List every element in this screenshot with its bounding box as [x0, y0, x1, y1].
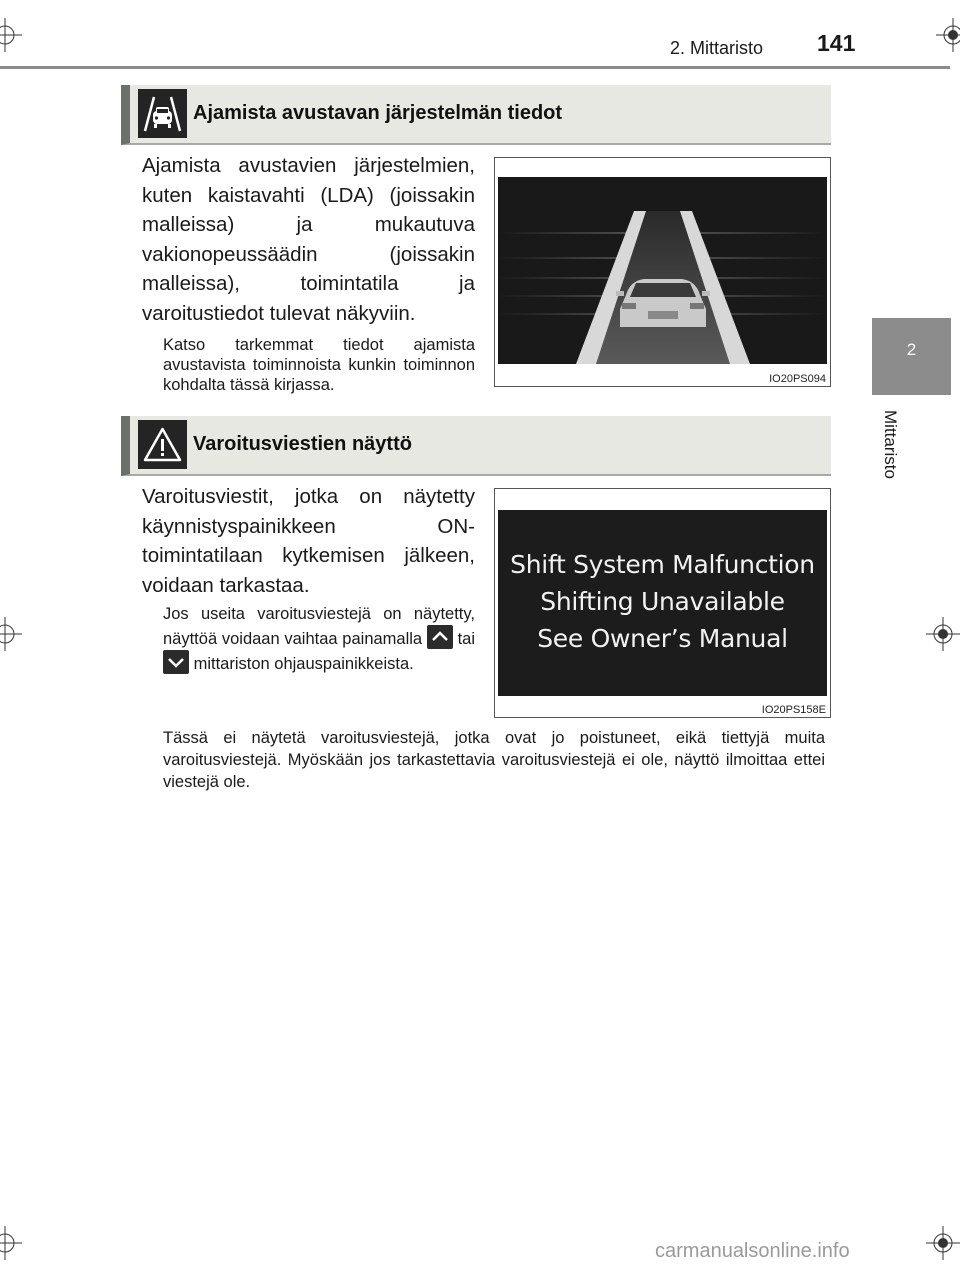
section2-body: Varoitusviestit, jotka on näytetty käynnistyspainikkeen ON-toimintatilaan kytkemisen jälkeen, voidaan tarkastaa. — [142, 485, 475, 597]
lane-display-screen — [498, 177, 827, 364]
section-heading-warning-messages — [121, 416, 831, 476]
section-title: Varoitusviestien näyttö — [193, 433, 412, 455]
warning-triangle-icon — [138, 420, 187, 469]
crop-mark-top-left — [0, 18, 22, 52]
footer-watermark: carmanualsonline.info — [655, 1240, 850, 1262]
section-title: Ajamista avustavan järjestelmän tiedot — [193, 102, 563, 124]
figure-lane-display — [494, 157, 831, 387]
crop-mark-bottom-left — [0, 1226, 22, 1260]
figure-warning-display — [494, 488, 831, 718]
display-line-3: See Owner’s Manual — [537, 624, 788, 653]
figure-code: IO20PS094 — [769, 373, 826, 385]
note-text-part1: Jos useita varoitusviestejä on näytetty, näyttöä voidaan vaihtaa painamalla — [163, 605, 475, 648]
header-section-title: 2. Mittaristo — [670, 38, 764, 58]
note-text-tai: tai — [457, 630, 476, 648]
section2-note — [163, 604, 475, 675]
warning-display-screen — [498, 510, 827, 696]
page-number: 141 — [817, 30, 856, 56]
note-text-part2: mittariston ohjauspainikkeista. — [193, 655, 414, 673]
section1-body: Ajamista avustavien järjestelmien, kuten kaistavahti (LDA) (joissakin malleissa) ja mukautuva vakionopeussäädin (joissakin malleissa), toimintatila ja varoitustiedot tulevat näkyviin. — [142, 154, 475, 325]
crop-mark-mid-right — [926, 617, 960, 651]
display-line-2: Shifting Unavailable — [540, 587, 785, 616]
driving-assist-icon — [138, 89, 187, 138]
section-heading-driving-assist — [121, 85, 831, 145]
section1-note: Katso tarkemmat tiedot ajamista avustavista toiminnoista kunkin toiminnon kohdalta tässä kirjassa. — [163, 336, 475, 394]
figure-code: IO20PS158E — [761, 704, 826, 716]
chapter-tab-label: Mittaristo — [881, 410, 900, 479]
crop-mark-mid-left — [0, 617, 22, 651]
chapter-tab — [872, 318, 951, 395]
display-line-1: Shift System Malfunction — [510, 550, 815, 579]
header-rule — [0, 66, 950, 69]
section2-note2: Tässä ei näytetä varoitusviestejä, jotka ovat jo poistuneet, eikä tiettyjä muita varoitusviestejä. Myöskään jos tarkastettavia varoitusviestejä ei ole, näyttö ilmoittaa ettei viestejä ole. — [163, 729, 825, 791]
lane-assist-graphic — [498, 177, 827, 364]
crop-mark-top-right — [936, 18, 960, 52]
crop-mark-bottom-right — [926, 1226, 960, 1260]
chapter-tab-number: 2 — [906, 340, 917, 359]
down-arrow-button-icon — [163, 650, 189, 674]
up-arrow-button-icon — [427, 625, 453, 649]
